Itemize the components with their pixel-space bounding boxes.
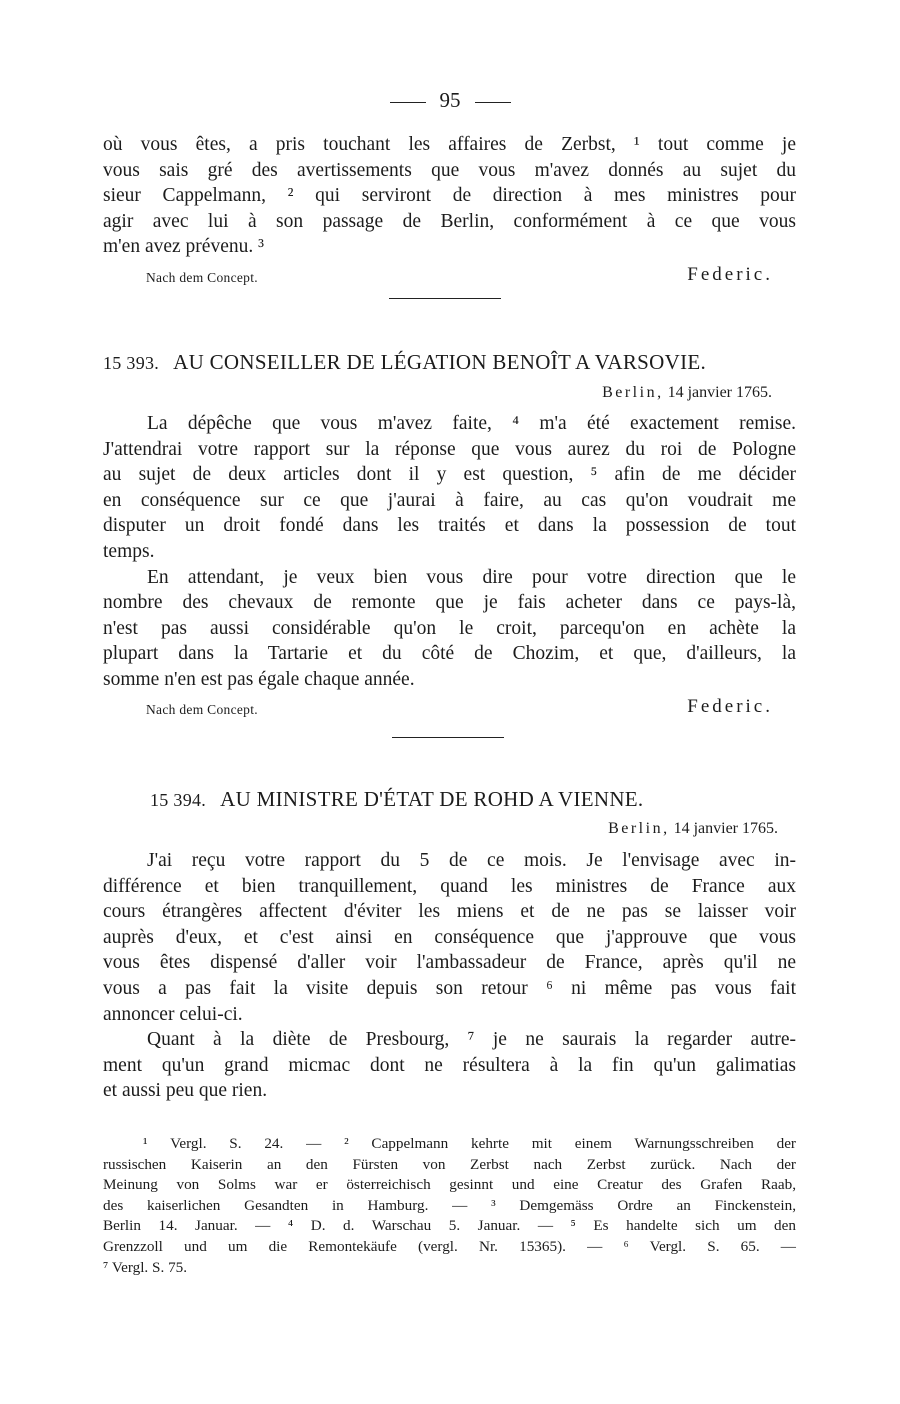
text-line: différence et bien tranquillement, quand les ministres de France aux [103, 875, 796, 897]
text-line: La dépêche que vous m'avez faite, ⁴ m'a été exactement remise. [147, 413, 796, 434]
text-line: vous a pas fait la visite depuis son retour ⁶ ni même pas vous fait [103, 977, 796, 999]
header-dash-left [390, 102, 426, 103]
text-line: où vous êtes, a pris touchant les affaires de Zerbst, ¹ tout comme je [103, 134, 796, 155]
page-number: 95 [439, 88, 461, 112]
letter-title: AU MINISTRE D'ÉTAT DE ROHD A VIENNE. [220, 787, 644, 811]
text-line: au sujet de deux articles dont il y est question, ⁵ afin de me décider [103, 464, 796, 486]
text-line: agir avec lui à son passage de Berlin, conformément à ce que vous [103, 210, 796, 232]
top-letter-body [103, 132, 796, 260]
letter-15393-footer [146, 692, 773, 718]
text-line: m'en avez prévenu. ³ [103, 236, 264, 258]
section-divider [389, 298, 501, 299]
footnote-line: russischen Kaiserin an den Fürsten von Zerbst nach Zerbst zurück. Nach der [103, 1155, 796, 1173]
text-line: plupart dans la Tartarie et du côté de Chozim, et que, d'ailleurs, la [103, 643, 796, 665]
header-dash-right [475, 102, 511, 103]
footnote-line: ⁷ Vergl. S. 75. [103, 1258, 188, 1276]
footnote-line: Meinung von Solms war er österreichisch gesinnt und eine Creatur des Grafen Raab, [103, 1176, 796, 1194]
text-line: temps. [103, 540, 155, 562]
signature: Federic. [687, 696, 773, 717]
source-note: Nach dem Concept. [146, 270, 258, 285]
dateline-15393 [602, 384, 772, 402]
text-line: n'est pas aussi considérable qu'on le croit, parcequ'on en achète la [103, 617, 796, 639]
text-line: Quant à la diète de Presbourg, ⁷ je ne saurais la regarder autre- [147, 1029, 796, 1051]
dateline-date: 14 janvier 1765. [667, 384, 772, 401]
text-line: sieur Cappelmann, ² qui serviront de direction à mes ministres pour [103, 185, 796, 207]
signature: Federic. [687, 264, 773, 285]
letter-number: 15 394. [150, 790, 207, 810]
text-line: J'ai reçu votre rapport du 5 de ce mois. Je l'envisage avec in- [147, 850, 796, 871]
section-divider [392, 737, 504, 738]
footnote-line: des kaiserlichen Gesandten in Hamburg. — ³ Demgemäss Ordre an Finckenstein, [103, 1196, 796, 1214]
dateline-date: 14 janvier 1765. [673, 820, 778, 837]
text-line: auprès d'eux, et c'est ainsi en conséquence que j'approuve que vous [103, 926, 796, 948]
dateline-place: Berlin, [608, 820, 670, 837]
text-line: somme n'en est pas égale chaque année. [103, 668, 415, 690]
page-header [0, 88, 900, 113]
letter-title: AU CONSEILLER DE LÉGATION BENOÎT A VARSOVIE. [173, 350, 707, 374]
letter-heading-15393 [0, 350, 900, 375]
letter-15393-body [103, 411, 796, 693]
text-line: cours étrangères affectent d'éviter les miens et de ne pas se laisser voir [103, 901, 796, 923]
text-line: ment qu'un grand micmac dont ne résultera à la fin qu'un galimatias [103, 1054, 796, 1076]
letter-15394-body [103, 848, 796, 1104]
text-line: annoncer celui-ci. [103, 1003, 243, 1025]
text-line: en conséquence sur ce que j'aurai à faire, au cas qu'on voudrait me [103, 489, 796, 511]
source-note: Nach dem Concept. [146, 702, 258, 717]
footnote-line: ¹ Vergl. S. 24. — ² Cappelmann kehrte mit einem Warnungsschreiben der [143, 1135, 796, 1152]
text-line: En attendant, je veux bien vous dire pour votre direction que le [147, 566, 796, 588]
text-line: J'attendrai votre rapport sur la réponse que vous aurez du roi de Pologne [103, 438, 796, 460]
text-line: nombre des chevaux de remonte que je fais acheter dans ce pays-là, [103, 592, 796, 614]
text-line: et aussi peu que rien. [103, 1080, 268, 1102]
letter-heading-15394 [0, 787, 900, 812]
footnotes [103, 1134, 796, 1278]
text-line: disputer un droit fondé dans les traités et dans la possession de tout [103, 515, 796, 537]
text-line: vous êtes dispensé d'aller voir l'ambassadeur de France, après qu'il ne [103, 952, 796, 974]
top-letter-footer [146, 260, 773, 286]
footnote-line: Berlin 14. Januar. — ⁴ D. d. Warschau 5. Januar. — ⁵ Es handelte sich um den [103, 1217, 796, 1235]
text-line: vous sais gré des avertissements que vous m'avez donnés au sujet du [103, 159, 796, 181]
letter-number: 15 393. [103, 353, 160, 373]
footnote-line: Grenzzoll und um die Remontekäufe (vergl. Nr. 15365). — ⁶ Vergl. S. 65. — [103, 1237, 796, 1255]
dateline-15394 [608, 820, 778, 838]
dateline-place: Berlin, [602, 384, 664, 401]
